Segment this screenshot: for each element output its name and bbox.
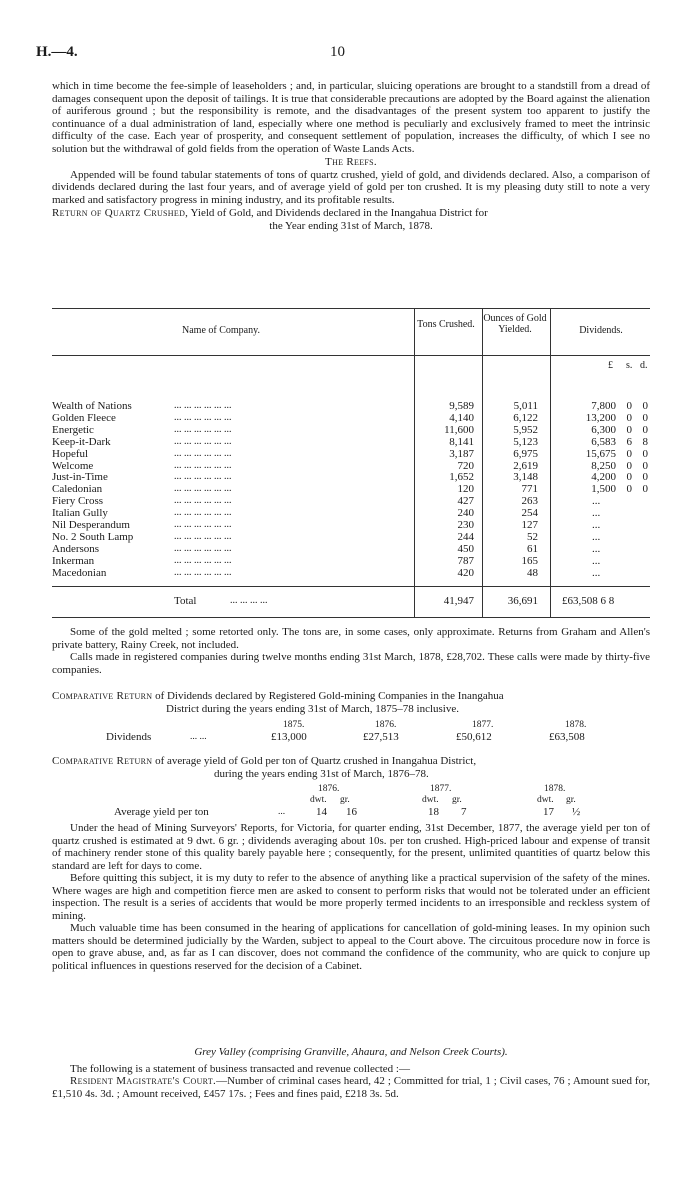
div-year-1878: 1878. [565,720,587,730]
table-row [52,543,650,555]
dividend-pounds: 1,500 [591,483,616,496]
leader-dots: ... ... ... ... ... ... [174,423,232,435]
company-name: Nil Desperandum [52,519,130,531]
table-row [52,436,650,448]
dividend-pence: 8 [642,435,648,448]
quartz-table [52,308,650,618]
tons-crushed: 230 [457,519,474,531]
company-name: Just-in-Time [52,471,108,484]
dividend-nil: ... [592,519,601,531]
table-row [52,519,650,531]
ounces-yielded: 2,619 [513,459,538,472]
leader-dots: ... ... ... ... ... ... [174,542,232,554]
total-label: Total [174,595,197,607]
dividend-shillings: 0 [626,471,632,484]
quartz-table-total [52,586,650,618]
tons-crushed: 240 [457,507,474,520]
table-row [52,507,650,519]
document-reference: H.—4. [36,44,78,60]
comparative-dividends-title [52,690,650,703]
company-name: Macedonian [52,566,107,579]
total-dots: ... ... ... ... [230,595,268,606]
yield-1878-gr: ½ [572,806,581,818]
quartz-table-header [52,309,650,356]
div-label: Dividends [106,731,152,743]
intro-paragraph: which in time become the fee-simple of leaseholders ; and, in particular, sluicing operations are brought to a standstill from a dread of damages consequent upon the deposit of tailings. It is true that considerable precautions are adopted by the Board against the alienation of auriferous ground ; but the responsibility is remote, and the disadvantages of the present system too apparent to justify the continuance of a dual administration of land, especially where one method is peculiarly and exclusively framed to meet the intrinsic difficulty of the case. Each year of prosperity, and consequent settlement of population, increases the difficulty, of which I see no solution but the withdrawal of gold fields from the operation of Waste Lands Acts. [52,80,650,155]
paragraph-victoria: Under the head of Mining Surveyors' Reports, for Victoria, for quarter ending, 31st December, 1877, the average yield per ton of quartz crushed is estimated at 9 dwt. 6 gr. ; dividends averaging about 10s. per ton crushed. High-priced labour and expense of transit of machinery render stone of this quality barely payable here ; consequently, for the present, unlimited quantities of quartz below this standard are left for days to come. [52,822,650,872]
table-title [52,207,650,220]
dividend-shillings: 0 [626,423,632,436]
leader-dots: ... ... ... ... ... ... [174,411,232,423]
company-name: No. 2 South Lamp [52,530,134,543]
yield-unit-dwt-2: dwt. [422,795,439,805]
dividend-pounds: 13,200 [585,411,616,424]
grey-valley-intro: The following is a statement of business transacted and revenue collected :— [70,1062,410,1075]
leader-dots: ... ... ... ... ... ... [174,435,232,447]
div-value-1876: £27,513 [363,731,399,743]
leader-dots: ... ... ... ... ... ... [174,519,232,530]
notes-line1: Some of the gold melted ; some retorted only. The tons are, in some cases, only approximate. Returns from Graham and Allen's private battery, Rainy Creek, not included. [52,626,650,651]
ounces-yielded: 263 [521,495,538,508]
paragraph-safety: Before quitting this subject, it is my duty to refer to the absence of anything like a practical supervision of the safety of the mines. Where wages are high and competition fierce men are asked to consent to perform risks that would not be tolerated under an efficient inspection. The result is a series of accidents that would be more properly termed incidents to an irresponsible and reckless system of mining. [52,872,650,922]
dividend-shillings: 0 [626,400,632,412]
table-row [52,460,650,472]
ounces-yielded: 52 [527,530,538,543]
yield-1878-dwt: 17 [543,806,554,818]
leader-dots: ... ... ... ... ... ... [174,554,232,566]
reefs-heading: The Reefs. [325,156,377,168]
dividend-shillings: 0 [626,459,632,472]
dividend-pence: 0 [642,483,648,496]
table-row [52,567,650,579]
ounces-yielded: 3,148 [513,471,538,484]
dividend-pounds: 6,583 [591,435,616,448]
table-title-line2: the Year ending 31st of March, 1878. [269,219,433,232]
dividend-nil: ... [592,542,601,555]
leader-dots: ... ... ... ... ... ... [174,459,232,471]
intro-block [52,80,650,232]
resident-court-prefix: Resident Magistrate's Court. [70,1075,217,1087]
ounces-yielded: 254 [521,507,538,520]
tons-crushed: 427 [457,495,474,508]
yield-year-1876: 1876. [318,784,340,794]
ounces-yielded: 771 [521,483,538,496]
yield-unit-gr-3: gr. [566,795,576,805]
notes-line2: Calls made in registered companies during twelve months ending 31st March, 1878, £28,702. These calls were made by thirty-five companies. [52,651,650,676]
yield-1876-dwt: 14 [316,806,327,818]
leader-dots: ... ... ... ... ... ... [174,447,232,459]
leader-dots: ... ... ... ... ... ... [174,507,232,519]
yield-unit-gr-1: gr. [340,795,350,805]
company-name: Italian Gully [52,507,108,520]
reefs-paragraph: Appended will be found tabular statements of tons of quartz crushed, yield of gold, and dividends declared. Also, a comparison of dividends declared during the last four years, and of average yield of gold per ton crushed. It is my pleasing duty still to note a very marked and satisfactory progress in mining industry, and its profitable results. [52,168,650,206]
tons-crushed: 3,187 [449,447,474,460]
div-year-1875: 1875. [283,720,305,730]
table-row [52,448,650,460]
tons-crushed: 450 [457,542,474,555]
leader-dots: ... ... ... ... ... ... [174,566,232,578]
table-row [52,424,650,436]
comparative-yield-prefix: Comparative Return [52,755,153,767]
div-year-1877: 1877. [472,720,494,730]
dividend-pence: 0 [642,471,648,484]
yield-unit-dwt-1: dwt. [310,795,327,805]
dividend-pounds: 4,200 [591,471,616,484]
dividend-pence: 0 [642,400,648,412]
dividend-shillings: 0 [626,447,632,460]
yield-unit-dwt-3: dwt. [537,795,554,805]
company-name: Inkerman [52,554,95,567]
leader-dots: ... ... ... ... ... ... [174,495,232,507]
dividend-pounds: 6,300 [591,423,616,436]
company-name: Wealth of Nations [52,400,132,412]
ounces-yielded: 5,011 [513,400,538,412]
yield-dots: ... [278,807,286,817]
yield-label: Average yield per ton [114,806,209,818]
company-name: Caledonian [52,483,103,496]
comparative-yield-title [52,755,650,768]
comparative-dividends-prefix: Comparative Return [52,690,153,702]
tons-crushed: 9,589 [449,400,474,412]
resident-court-rest: —Number of criminal cases heard, 42 ; Committed for trial, 1 ; Civil cases, 76 ; Amount sued for, £1,510 4s. 3d. ; Amount received, £457 17s. ; Fees and fines paid, £218 3s. 5d. [52,1075,651,1100]
table-row [52,412,650,424]
div-value-1875: £13,000 [271,731,307,743]
header-name: Name of Company. [182,325,260,336]
tons-crushed: 11,600 [444,423,474,436]
table-row [52,555,650,567]
dividend-shillings: 0 [626,411,632,424]
tons-crushed: 4,140 [449,411,474,424]
table-title-rest: Yield of Gold, and Dividends declared in the Inangahua District for [188,207,488,219]
total-ounces: 36,691 [507,595,538,607]
notes-block [52,626,650,676]
company-name: Hopeful [52,447,89,460]
comparative-yield-rest: of average yield of Gold per ton of Quartz crushed in Inangahua District, [152,755,477,767]
ounces-yielded: 48 [527,566,538,579]
dividend-pence: 0 [642,411,648,424]
ounces-yielded: 61 [527,542,538,555]
dividend-nil: ... [592,507,601,520]
dividend-pence: 0 [642,423,648,436]
unit-pence: d. [640,360,648,371]
grey-valley-section [52,1046,650,1100]
dividend-shillings: 6 [626,435,632,448]
div-year-1876: 1876. [375,720,397,730]
ounces-yielded: 127 [521,519,538,531]
div-dots: ... ... [190,732,207,742]
quartz-table-body [52,356,650,586]
table-row [52,495,650,507]
ounces-yielded: 5,952 [513,423,538,436]
grey-valley-heading: Grey Valley (comprising Granville, Ahaura, and Nelson Creek Courts). [194,1046,508,1058]
dividend-shillings: 0 [626,483,632,496]
tons-crushed: 720 [457,459,474,472]
unit-shillings: s. [626,360,633,371]
company-name: Energetic [52,423,94,436]
ounces-yielded: 5,123 [513,435,538,448]
yield-1876-gr: 16 [346,806,357,818]
resident-court [52,1075,650,1100]
company-name: Keep-it-Dark [52,435,111,448]
ounces-yielded: 6,975 [513,447,538,460]
yield-unit-gr-2: gr. [452,795,462,805]
body-paragraphs [52,822,650,972]
unit-pounds: £ [608,360,613,371]
dividend-pounds: 7,800 [591,400,616,412]
ounces-yielded: 165 [521,554,538,567]
table-row [52,471,650,483]
yield-1877-gr: 7 [461,806,467,818]
total-dividends: £63,508 6 8 [562,595,615,607]
table-row [52,531,650,543]
page-number: 10 [330,44,345,60]
company-name: Welcome [52,459,94,472]
leader-dots: ... ... ... ... ... ... [174,530,232,542]
comparative-dividends [52,690,650,715]
total-tons: 41,947 [443,595,474,607]
div-value-1878: £63,508 [549,731,585,743]
header-tons: Tons Crushed. [417,319,475,330]
header-dividends: Dividends. [579,325,623,336]
comparative-yield [52,755,650,780]
company-name: Fiery Cross [52,495,104,508]
tons-crushed: 1,652 [449,471,474,484]
div-value-1877: £50,612 [456,731,492,743]
dividend-nil: ... [592,554,601,567]
dividend-pounds: 15,675 [585,447,616,460]
dividend-pounds: 8,250 [591,459,616,472]
dividend-pence: 0 [642,447,648,460]
leader-dots: ... ... ... ... ... ... [174,483,232,495]
tons-crushed: 8,141 [449,435,474,448]
header-ounces: Ounces of Gold Yielded. [483,313,547,335]
company-name: Golden Fleece [52,411,116,424]
paragraph-leases: Much valuable time has been consumed in the hearing of applications for cancellation of gold-mining leases. In my opinion such matters should be determined judicially by the Warden, subject to appeal to the Court above. The circuitous procedure now in force is open to grave abuse, and, as far as I can discover, does not command the confidence of the community, who are quick to conjure up political influences in questions reserved for the decision of a Cabinet. [52,922,650,972]
yield-year-1877: 1877. [430,784,452,794]
comparative-dividends-rest: of Dividends declared by Registered Gold-mining Companies in the Inangahua [152,690,504,702]
dividend-nil: ... [592,530,601,543]
table-row [52,483,650,495]
company-name: Andersons [52,542,100,555]
table-row [52,400,650,412]
leader-dots: ... ... ... ... ... ... [174,471,232,483]
yield-1877-dwt: 18 [428,806,439,818]
dividend-nil: ... [592,495,601,508]
dividend-nil: ... [592,566,601,579]
tons-crushed: 120 [457,483,474,496]
yield-year-1878: 1878. [544,784,566,794]
tons-crushed: 420 [457,566,474,579]
comparative-yield-line2: during the years ending 31st of March, 1876–78. [214,767,429,780]
dividend-pence: 0 [642,459,648,472]
table-title-prefix: Return of Quartz Crushed, [52,207,189,219]
tons-crushed: 244 [457,530,474,543]
comparative-dividends-line2: District during the years ending 31st of March, 1875–78 inclusive. [166,702,459,715]
tons-crushed: 787 [457,554,474,567]
leader-dots: ... ... ... ... ... ... [174,400,232,411]
ounces-yielded: 6,122 [513,411,538,424]
